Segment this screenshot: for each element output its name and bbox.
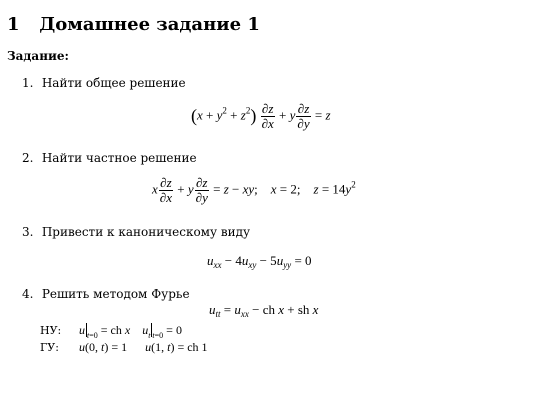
task-item-number: 3. [22,225,34,239]
section-title [7,14,260,35]
section-title-text: Домашнее задание 1 [39,14,260,35]
task-item-number: 4. [22,287,34,301]
task-item-text: Привести к каноническому виду [41,225,251,239]
equation-2: x $\frac{\partial z}{\partial x}$ + y $\frac{\partial z}{\partial y}$ = z − xy; x = 2; $z = 14y^2$ [152,175,356,205]
boundary-conditions-label: ГУ: [40,341,59,354]
task-item-1 [22,76,186,90]
task-item-text: Найти общее решение [41,76,186,90]
task-heading: Задание: [7,49,69,63]
initial-conditions: НУ: u $_{t=0}$ = ch x $u_t$ $_{t=0}$ = 0 [40,323,182,340]
task-item-2 [22,151,197,165]
task-item-4 [22,287,190,301]
task-item-text: Найти частное решение [41,151,197,165]
equation-1: $(x + y^2 + z^2)$ $\frac{\partial z}{\partial x}$ + y $\frac{\partial z}{\partial y}$ = z [191,101,331,131]
section-number: 1 [7,14,20,35]
equation-3: $u_{xx} - 4u_{xy} - 5u_{yy} = 0$ [207,253,312,270]
equation-4: $u_{tt} = u_{xx}$ − ch x + sh x [209,302,319,319]
task-item-text: Решить методом Фурье [41,287,190,301]
initial-conditions-label: НУ: [40,324,62,337]
boundary-conditions: ГУ: u(0, t) = 1 u(1, t) = ch 1 [40,340,208,354]
task-item-number: 2. [22,151,34,165]
task-item-3 [22,225,250,239]
task-item-number: 1. [22,76,34,90]
